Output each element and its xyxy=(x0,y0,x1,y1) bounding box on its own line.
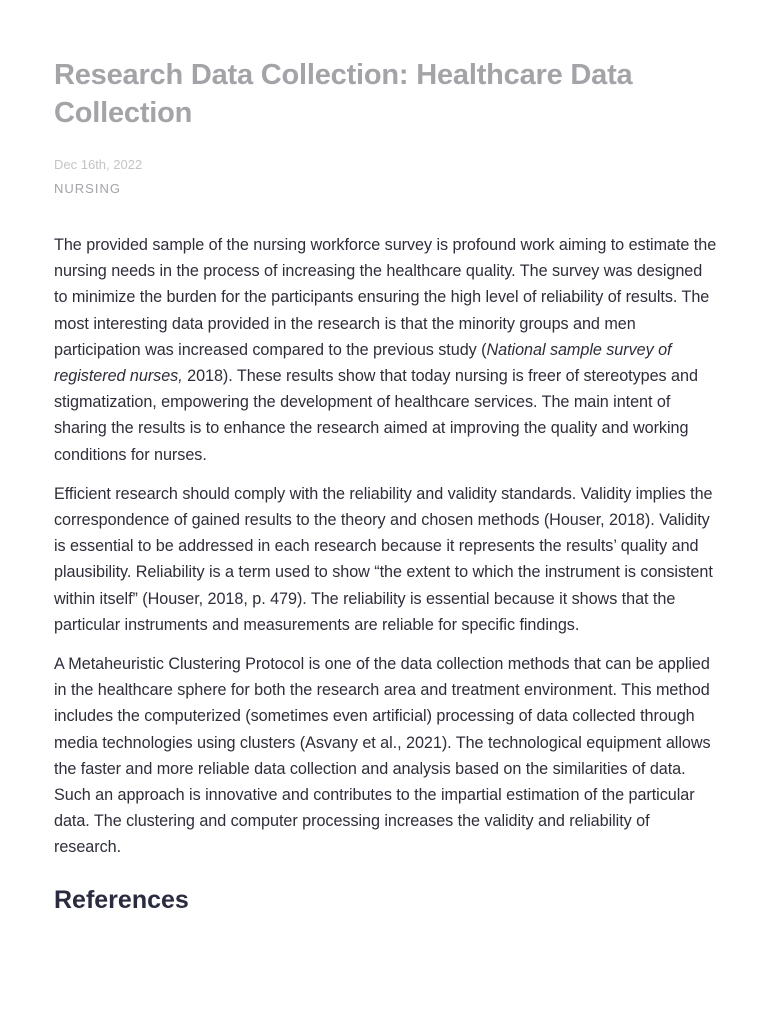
paragraph-1-citation-italic: National sample survey of registered nurses, xyxy=(54,340,672,386)
paragraph-1-text-end: 2018). These results show that today nursing is freer of stereotypes and stigmatization, empowering the development of healthcare services. The main intent of sharing the results is to enhance the research aimed at improving the quality and working conditions for nurses. xyxy=(54,367,698,464)
publish-date: Dec 16th, 2022 xyxy=(54,157,143,172)
article-title: Research Data Collection: Healthcare Data Collection xyxy=(54,59,633,129)
article xyxy=(54,56,718,917)
category-label[interactable]: NURSING xyxy=(54,181,121,196)
paragraph-2: Efficient research should comply with the reliability and validity standards. Validity implies the correspondence of gained results to the theory and chosen methods (Houser, 2018). Validity is essential to be addressed in each research because it represents the results’ quality and plausibility. Reliability is a term used to show “the extent to which the instrument is consistent within itself” (Houser, 2018, p. 479). The reliability is essential because it shows that the particular instruments and measurements are reliable for specific findings. xyxy=(54,484,713,634)
article-body xyxy=(54,232,718,861)
paragraph-1-text-start: The provided sample of the nursing workforce survey is profound work aiming to estimate the nursing needs in the process of increasing the healthcare quality. The survey was designed to minimize the burden for the participants ensuring the high level of reliability of results. The most interesting data provided in the research is that the minority groups and men participation was increased compared to the previous study ( xyxy=(54,236,717,359)
references-heading: References xyxy=(54,885,189,914)
paragraph-1 xyxy=(54,232,718,468)
paragraph-3: A Metaheuristic Clustering Protocol is one of the data collection methods that can be applied in the healthcare sphere for both the research area and treatment environment. This method includes the computerized (sometimes even artificial) processing of data collected through media technologies using clusters (Asvany et al., 2021). The technological equipment allows the faster and more reliable data collection and analysis based on the similarities of data. Such an approach is innovative and contributes to the impartial estimation of the particular data. The clustering and computer processing increases the validity and reliability of research. xyxy=(54,655,711,857)
